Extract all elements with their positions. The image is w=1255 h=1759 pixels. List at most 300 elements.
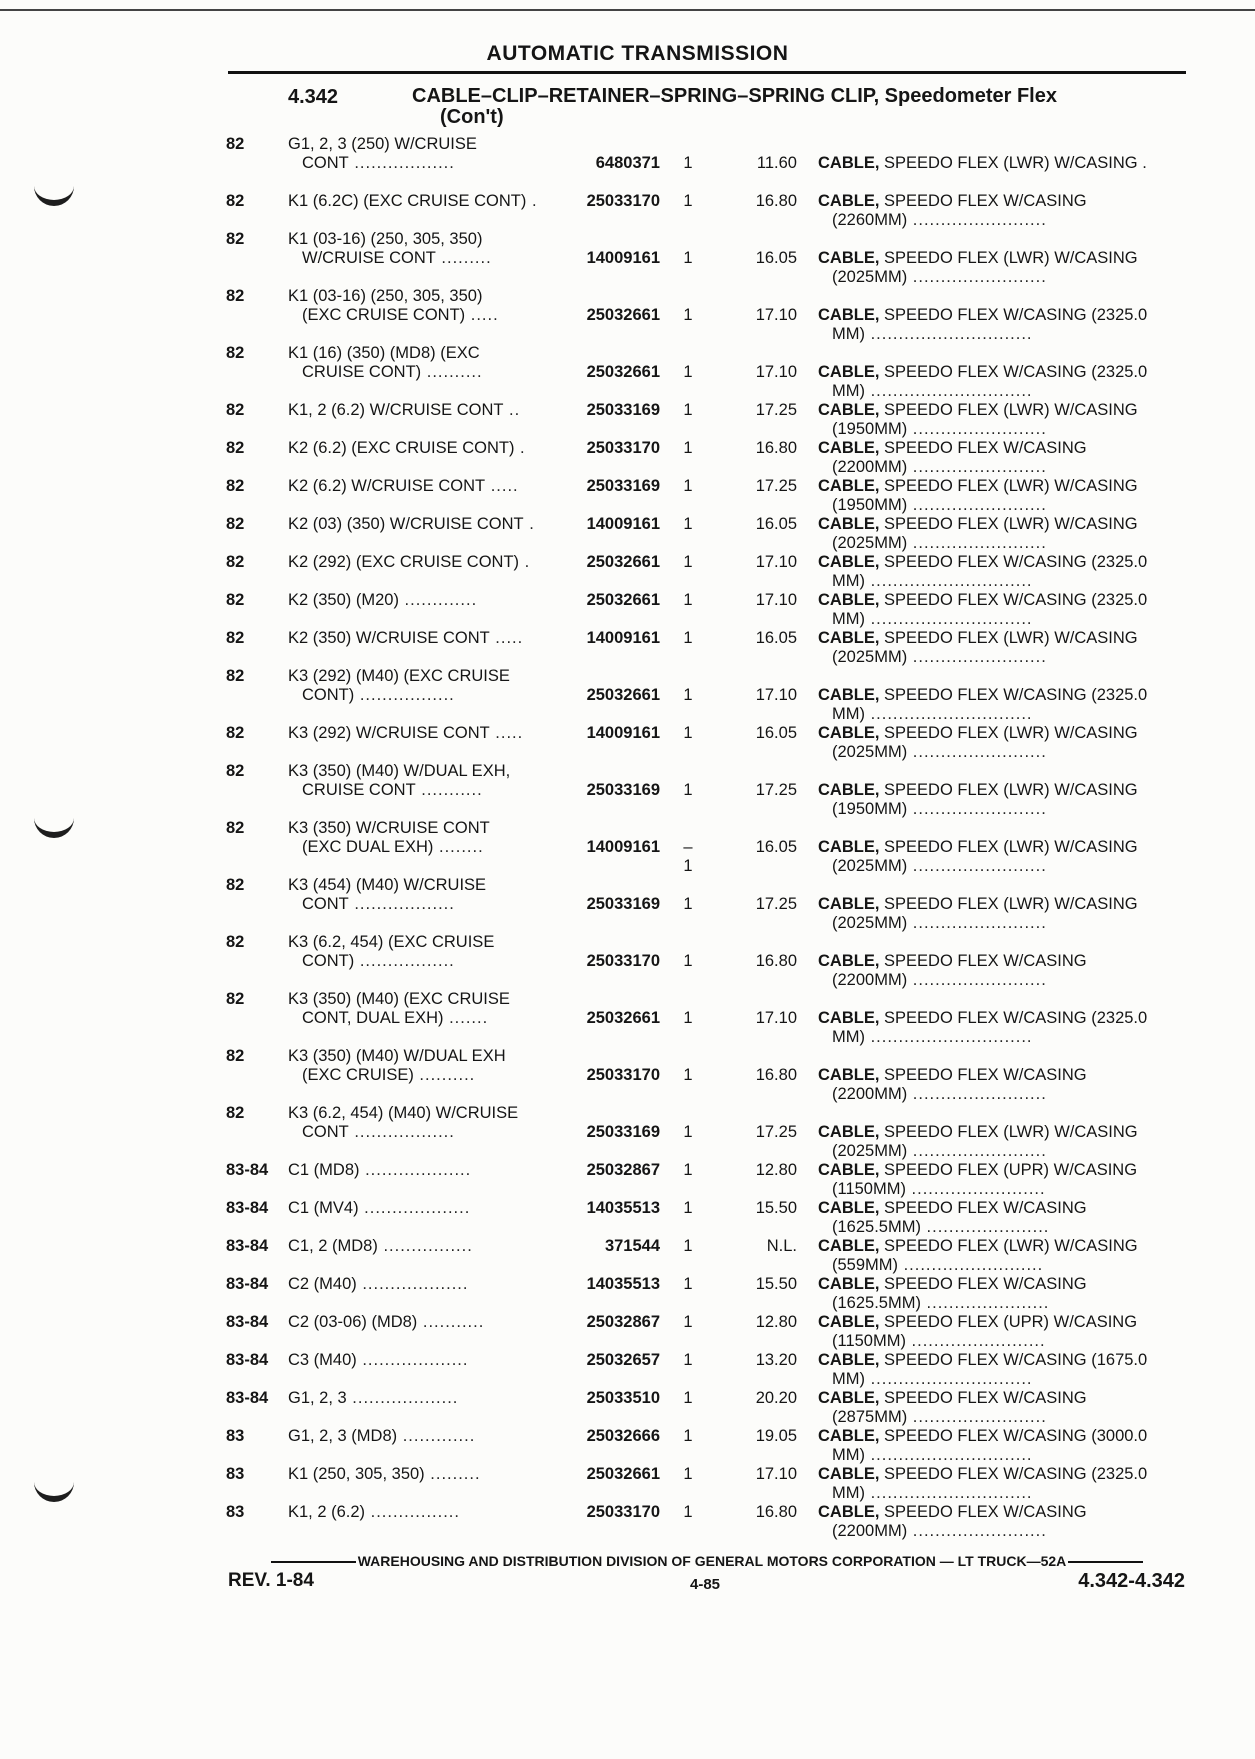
row-description (288, 1427, 558, 1446)
row-description-line1: C2 (03-06) (MD8) (288, 1313, 418, 1331)
row-year: 82 (226, 1047, 245, 1065)
row-part-name (818, 724, 1188, 762)
row-part-name-noun: CABLE, (818, 477, 880, 495)
row-part-name-line1: SPEEDO FLEX W/CASING (2325.0 (879, 553, 1148, 571)
row-part-name-line2: (2025MM) (832, 914, 908, 932)
row-part-name-line2: (1950MM) (832, 800, 908, 818)
row-year: 83 (226, 1503, 245, 1521)
row-part-name-noun: CABLE, (818, 686, 880, 704)
row-part-name (818, 553, 1188, 591)
row-part-name-line2: MM) (832, 1484, 865, 1502)
row-part-name (818, 401, 1188, 439)
leader-dots: .................. (348, 1123, 455, 1141)
leader-dots: ........................ (907, 211, 1047, 229)
row-description (288, 230, 558, 268)
row-description-line2: CRUISE CONT (302, 781, 416, 799)
row-part-name-line2: MM) (832, 1028, 865, 1046)
row-description (288, 1313, 558, 1332)
row-part-name-line2: (1150MM) (832, 1180, 906, 1198)
row-description-line2: CONT (302, 895, 349, 913)
row-year: 82 (226, 135, 245, 153)
row-description-line1: K3 (350) (M40) W/DUAL EXH, (288, 762, 511, 780)
row-part-name-line2: (2875MM) (832, 1408, 908, 1426)
row-year: 82 (226, 667, 245, 685)
row-part-name-line1: SPEEDO FLEX (LWR) W/CASING (879, 401, 1138, 419)
leader-dots: ..... (485, 477, 519, 495)
leader-dots: ........... (417, 1313, 485, 1331)
row-part-number: 14035513 (586, 1275, 660, 1293)
row-part-name-noun: CABLE, (818, 1066, 880, 1084)
row-description (288, 1503, 558, 1522)
row-price: 17.25 (755, 781, 797, 799)
row-quantity: 1 (683, 1275, 693, 1293)
row-description-line1: K2 (350) W/CRUISE CONT (288, 629, 490, 647)
row-quantity: 1 (683, 1427, 693, 1445)
row-quantity: 1 (683, 1503, 693, 1521)
row-year: 82 (226, 230, 245, 248)
row-part-name-line1: SPEEDO FLEX (LWR) W/CASING (879, 781, 1138, 799)
row-price: 19.05 (755, 1427, 797, 1445)
row-part-name-noun: CABLE, (818, 952, 880, 970)
row-description-line1: K1 (03-16) (250, 305, 350) (288, 287, 483, 305)
row-part-name-line2: (1150MM) (832, 1332, 906, 1350)
leader-dots: ................. (354, 952, 455, 970)
row-part-name-line1: SPEEDO FLEX W/CASING (879, 1199, 1087, 1217)
leader-dots: ..... (489, 629, 524, 647)
row-part-name-noun: CABLE, (818, 1313, 880, 1331)
leader-dots: ................... (356, 1275, 469, 1293)
row-description-line1: K2 (6.2) (EXC CRUISE CONT) (288, 439, 515, 457)
leader-dots: . (523, 515, 535, 533)
row-part-name-line1: SPEEDO FLEX W/CASING (2325.0 (879, 363, 1148, 381)
row-part-number: 25033170 (586, 952, 660, 970)
leader-dots: ............................. (864, 572, 1033, 590)
row-description (288, 990, 558, 1028)
row-part-name (818, 686, 1188, 724)
row-quantity: 1 (683, 724, 693, 742)
row-year: 83-84 (226, 1351, 269, 1369)
leader-dots: ........................ (907, 496, 1047, 514)
row-price: 11.60 (756, 154, 797, 172)
row-part-name (818, 1161, 1188, 1199)
row-price: 16.80 (755, 192, 797, 210)
row-quantity: 1 (683, 515, 693, 533)
row-part-name-line1: SPEEDO FLEX (LWR) W/CASING (879, 477, 1138, 495)
leader-dots: ............................. (864, 1370, 1033, 1388)
row-price: 17.25 (755, 1123, 797, 1141)
row-part-number: 25032661 (586, 686, 660, 704)
page-number: 4-85 (690, 1576, 721, 1593)
row-part-number: 25033170 (586, 1503, 660, 1521)
row-part-name-line1: SPEEDO FLEX W/CASING (3000.0 (879, 1427, 1148, 1445)
row-part-name-noun: CABLE, (818, 192, 880, 210)
leader-dots: ........................ (907, 971, 1047, 989)
row-description-line1: K3 (350) W/CRUISE CONT (288, 819, 490, 837)
row-price: 17.25 (755, 401, 797, 419)
row-part-number: 25032661 (586, 1465, 660, 1483)
row-part-name-noun: CABLE, (818, 363, 880, 381)
leader-dots: ...................... (920, 1218, 1050, 1236)
row-quantity: 1 (683, 952, 693, 970)
row-part-number: 6480371 (595, 154, 660, 172)
row-quantity: 1 (683, 1313, 693, 1331)
row-quantity: 1 (683, 306, 693, 324)
row-quantity: 1 (683, 401, 693, 419)
row-price: 15.50 (755, 1199, 797, 1217)
row-part-name-line1: SPEEDO FLEX W/CASING (2325.0 (879, 306, 1148, 324)
leader-dots: .................. (348, 154, 455, 172)
row-part-name-noun: CABLE, (818, 154, 880, 172)
row-year: 82 (226, 192, 245, 210)
row-year: 82 (226, 876, 245, 894)
row-part-name-noun: CABLE, (818, 401, 880, 419)
leader-dots: ................... (356, 1351, 469, 1369)
row-part-name (818, 1009, 1188, 1047)
leader-dots: ................... (359, 1161, 472, 1179)
row-price: 17.25 (755, 895, 797, 913)
row-description (288, 401, 558, 420)
row-part-name-line2: (2200MM) (832, 971, 908, 989)
leader-dots: ............. (397, 1427, 476, 1445)
row-description-line2: CONT (302, 154, 349, 172)
row-year: 82 (226, 629, 245, 647)
row-description-line1: G1, 2, 3 (250) W/CRUISE (288, 135, 477, 153)
row-part-name-line2: (2025MM) (832, 268, 908, 286)
row-price: 16.05 (755, 515, 797, 533)
row-description (288, 1389, 558, 1408)
row-year: 82 (226, 439, 245, 457)
row-part-name-line2: (2200MM) (832, 1085, 908, 1103)
row-part-name-line1: SPEEDO FLEX (LWR) W/CASING (879, 249, 1138, 267)
row-part-number: 25033170 (586, 192, 660, 210)
row-year: 82 (226, 477, 245, 495)
row-part-name-line1: SPEEDO FLEX (UPR) W/CASING (879, 1313, 1138, 1331)
row-part-name (818, 1465, 1188, 1503)
leader-dots: ........... (415, 781, 483, 799)
row-part-name (818, 1427, 1188, 1465)
row-part-number: 371544 (604, 1237, 660, 1255)
row-year: 82 (226, 591, 245, 609)
row-part-name-line2: MM) (832, 1370, 865, 1388)
row-part-name-line2: MM) (832, 705, 865, 723)
row-year: 83-84 (226, 1275, 269, 1293)
leader-dots: ................ (377, 1237, 473, 1255)
row-part-number: 25032661 (586, 363, 660, 381)
row-description (288, 287, 558, 325)
leader-dots: ........................ (907, 1085, 1047, 1103)
leader-dots: ......... (424, 1465, 481, 1483)
leader-dots: ............................. (864, 1484, 1033, 1502)
footer-publisher (228, 1553, 1186, 1569)
row-description-line1: K1, 2 (6.2) (288, 1503, 366, 1521)
row-description-line1: K3 (292) (M40) (EXC CRUISE (288, 667, 510, 685)
leader-dots: ........................ (905, 1332, 1046, 1350)
row-part-name-noun: CABLE, (818, 1389, 880, 1407)
leader-dots: ........ (433, 838, 484, 856)
row-part-number: 25033170 (586, 439, 660, 457)
leader-dots: ........................ (907, 1522, 1047, 1540)
leader-dots: ..... (489, 724, 524, 742)
revision-label: REV. 1-84 (228, 1570, 314, 1591)
row-part-number: 25032867 (586, 1161, 660, 1179)
row-quantity: 1 (683, 1199, 693, 1217)
row-price: 17.25 (755, 477, 797, 495)
leader-dots: ........................ (907, 534, 1047, 552)
row-part-name (818, 363, 1188, 401)
row-part-number: 25032661 (586, 553, 660, 571)
row-part-name-line1: SPEEDO FLEX (LWR) W/CASING (879, 154, 1138, 172)
row-part-number: 25032666 (586, 1427, 660, 1445)
row-part-name-line1: SPEEDO FLEX (LWR) W/CASING (879, 724, 1138, 742)
row-part-number: 25033170 (586, 1066, 660, 1084)
row-quantity: 1 (683, 249, 693, 267)
row-part-name-line2: (2025MM) (832, 1142, 908, 1160)
row-part-name-noun: CABLE, (818, 1275, 880, 1293)
row-year: 82 (226, 1104, 245, 1122)
row-price: 12.80 (755, 1313, 797, 1331)
row-description-line2: CONT) (302, 686, 355, 704)
leader-dots: ........................ (907, 743, 1047, 761)
row-part-name-noun: CABLE, (818, 591, 880, 609)
row-description-line1: K3 (350) (M40) (EXC CRUISE (288, 990, 510, 1008)
row-part-name (818, 1313, 1188, 1351)
row-price: 17.10 (755, 553, 797, 571)
row-part-name-line2: (2025MM) (832, 743, 908, 761)
row-year: 83-84 (226, 1161, 269, 1179)
row-year: 82 (226, 724, 245, 742)
row-description-line1: K2 (6.2) W/CRUISE CONT (288, 477, 486, 495)
row-part-name-noun: CABLE, (818, 1199, 880, 1217)
row-description (288, 1275, 558, 1294)
row-year: 83-84 (226, 1389, 269, 1407)
row-description-line1: K3 (6.2, 454) (M40) W/CRUISE (288, 1104, 519, 1122)
row-part-name (818, 515, 1188, 553)
row-description-line1: C3 (M40) (288, 1351, 357, 1369)
leader-dots: ............................. (864, 382, 1033, 400)
row-part-name (818, 629, 1188, 667)
row-part-name (818, 1275, 1188, 1313)
row-description (288, 1161, 558, 1180)
row-year: 82 (226, 819, 245, 837)
row-description (288, 553, 558, 572)
row-description (288, 1465, 558, 1484)
row-quantity: 1 (683, 477, 693, 495)
row-year: 82 (226, 344, 245, 362)
row-price: 15.50 (755, 1275, 797, 1293)
row-price: 16.05 (755, 724, 797, 742)
row-part-name (818, 477, 1188, 515)
row-part-number: 25033169 (586, 401, 660, 419)
row-part-number: 25033169 (586, 895, 660, 913)
leader-dots: ........................ (905, 1180, 1046, 1198)
row-year: 83-84 (226, 1237, 269, 1255)
row-price: 17.10 (755, 1465, 797, 1483)
group-title: CABLE–CLIP–RETAINER–SPRING–SPRING CLIP, Speedometer Flex (412, 85, 1057, 107)
row-description (288, 629, 558, 648)
row-description-line1: K1 (250, 305, 350) (288, 1465, 425, 1483)
row-price: 17.10 (755, 363, 797, 381)
row-part-name-noun: CABLE, (818, 629, 880, 647)
row-description (288, 1351, 558, 1370)
row-part-name-noun: CABLE, (818, 1427, 880, 1445)
row-description-line1: K3 (6.2, 454) (EXC CRUISE (288, 933, 495, 951)
row-part-name-noun: CABLE, (818, 1465, 880, 1483)
row-part-name (818, 249, 1188, 287)
row-year: 83 (226, 1427, 245, 1445)
row-price: 12.80 (755, 1161, 797, 1179)
row-part-name-line1: SPEEDO FLEX W/CASING (879, 192, 1087, 210)
row-description (288, 344, 558, 382)
group-continued: (Con't) (440, 106, 504, 128)
row-price: 16.80 (755, 952, 797, 970)
leader-dots: ...................... (920, 1294, 1050, 1312)
row-part-name-noun: CABLE, (818, 1351, 880, 1369)
row-quantity: 1 (683, 629, 693, 647)
row-part-name-line1: SPEEDO FLEX W/CASING (2325.0 (879, 1465, 1148, 1483)
row-quantity: 1 (683, 1123, 693, 1141)
row-year: 83-84 (226, 1199, 269, 1217)
row-part-name-line2: (2200MM) (832, 458, 908, 476)
leader-dots: .......... (421, 363, 483, 381)
leader-dots: ........................ (907, 458, 1047, 476)
row-description (288, 1199, 558, 1218)
leader-dots: . (1137, 154, 1147, 172)
row-description (288, 439, 558, 458)
row-part-name (818, 781, 1188, 819)
row-quantity: 1 (683, 1161, 693, 1179)
row-price: 16.80 (755, 1503, 797, 1521)
row-part-name-line2: (2260MM) (832, 211, 908, 229)
row-quantity: 1 (683, 781, 693, 799)
leader-dots: ............................. (864, 325, 1033, 343)
leader-dots: ....... (443, 1009, 489, 1027)
row-part-name-line2: (559MM) (832, 1256, 899, 1274)
row-part-number: 25033169 (586, 781, 660, 799)
row-part-name-noun: CABLE, (818, 306, 880, 324)
leader-dots: ................. (354, 686, 455, 704)
row-part-name (818, 1351, 1188, 1389)
row-description-line1: K3 (454) (M40) W/CRUISE (288, 876, 487, 894)
row-part-name-line2: (2025MM) (832, 648, 908, 666)
row-description-line1: C1 (MD8) (288, 1161, 360, 1179)
row-part-name-line1: SPEEDO FLEX (LWR) W/CASING (879, 1237, 1138, 1255)
leader-dots: ................ (365, 1503, 460, 1521)
leader-dots: ........................ (907, 648, 1047, 666)
row-price: 17.10 (755, 1009, 797, 1027)
row-part-name-line2: (2025MM) (832, 534, 908, 552)
row-price: 13.20 (755, 1351, 797, 1369)
row-quantity: 1 (683, 1389, 693, 1407)
leader-dots: ........................ (907, 268, 1047, 286)
row-quantity: 1 (683, 1009, 693, 1027)
row-part-name-line1: SPEEDO FLEX W/CASING (879, 1275, 1087, 1293)
row-description (288, 1237, 558, 1256)
row-part-name-line1: SPEEDO FLEX (LWR) W/CASING (879, 515, 1138, 533)
row-description-line1: K2 (350) (M20) (288, 591, 399, 609)
row-description-line1: K2 (292) (EXC CRUISE CONT) (288, 553, 520, 571)
row-part-name-noun: CABLE, (818, 249, 880, 267)
row-part-name-line2: MM) (832, 572, 865, 590)
row-description-line1: C1, 2 (MD8) (288, 1237, 378, 1255)
row-description (288, 515, 558, 534)
row-description (288, 762, 558, 800)
row-part-name-line1: SPEEDO FLEX W/CASING (879, 439, 1087, 457)
row-part-name-line1: SPEEDO FLEX W/CASING (2325.0 (879, 1009, 1148, 1027)
row-quantity: 1 (683, 363, 693, 381)
row-part-name-noun: CABLE, (818, 553, 880, 571)
leader-dots: ........................ (907, 1142, 1047, 1160)
row-part-name-noun: CABLE, (818, 895, 880, 913)
row-quantity: 1 (683, 553, 693, 571)
binder-hole-mark (34, 810, 74, 838)
row-description-line2: CRUISE CONT) (302, 363, 422, 381)
row-part-name-noun: CABLE, (818, 1503, 880, 1521)
row-part-name (818, 306, 1188, 344)
row-description-line1: K1 (16) (350) (MD8) (EXC (288, 344, 480, 362)
leader-dots: ............. (398, 591, 478, 609)
row-quantity: 1 (683, 895, 693, 913)
row-part-name-noun: CABLE, (818, 1237, 880, 1255)
row-part-name-line2: (2025MM) (832, 857, 908, 875)
row-part-name-line1: SPEEDO FLEX W/CASING (879, 1389, 1087, 1407)
row-part-name (818, 1503, 1188, 1541)
leader-dots: ............................. (864, 610, 1033, 628)
section-title: AUTOMATIC TRANSMISSION (486, 42, 789, 65)
row-quantity: 1 (683, 1351, 693, 1369)
leader-dots: ......... (435, 249, 492, 267)
row-price: 17.10 (755, 686, 797, 704)
row-description (288, 1104, 558, 1142)
leader-dots: ............................. (864, 1446, 1033, 1464)
row-part-number: 25032661 (586, 1009, 660, 1027)
leader-dots: ................... (346, 1389, 459, 1407)
row-year: 83-84 (226, 1313, 269, 1331)
section-range: 4.342-4.342 (1078, 1570, 1185, 1592)
binder-hole-mark (34, 178, 74, 206)
leader-dots: .......... (413, 1066, 476, 1084)
row-quantity: 1 (683, 439, 693, 457)
row-part-name (818, 1066, 1188, 1104)
row-part-name-noun: CABLE, (818, 781, 880, 799)
row-description (288, 819, 558, 857)
row-description (288, 933, 558, 971)
row-description-line1: K2 (03) (350) W/CRUISE CONT (288, 515, 524, 533)
row-year: 82 (226, 990, 245, 1008)
row-part-number: 25033169 (586, 1123, 660, 1141)
row-part-name (818, 952, 1188, 990)
row-quantity: 1 (683, 154, 693, 172)
leader-dots: ........................ (907, 800, 1047, 818)
row-year: 82 (226, 515, 245, 533)
row-description (288, 1047, 558, 1085)
row-description-line2: (EXC CRUISE CONT) (302, 306, 466, 324)
row-price: 17.10 (755, 591, 797, 609)
leader-dots: ........................ (907, 857, 1047, 875)
row-part-name-line1: SPEEDO FLEX (LWR) W/CASING (879, 895, 1138, 913)
row-description (288, 724, 558, 743)
row-part-name (818, 895, 1188, 933)
row-description-line1: C2 (M40) (288, 1275, 357, 1293)
row-description-line1: G1, 2, 3 (288, 1389, 347, 1407)
row-description-line2: CONT) (302, 952, 355, 970)
row-description-line2: W/CRUISE CONT (302, 249, 436, 267)
row-price: 16.05 (755, 249, 797, 267)
row-part-name (818, 1389, 1188, 1427)
row-description-line2: (EXC DUAL EXH) (302, 838, 434, 856)
row-quantity: 1 (683, 686, 693, 704)
row-part-number: 14009161 (586, 838, 660, 856)
row-part-name-noun: CABLE, (818, 439, 880, 457)
